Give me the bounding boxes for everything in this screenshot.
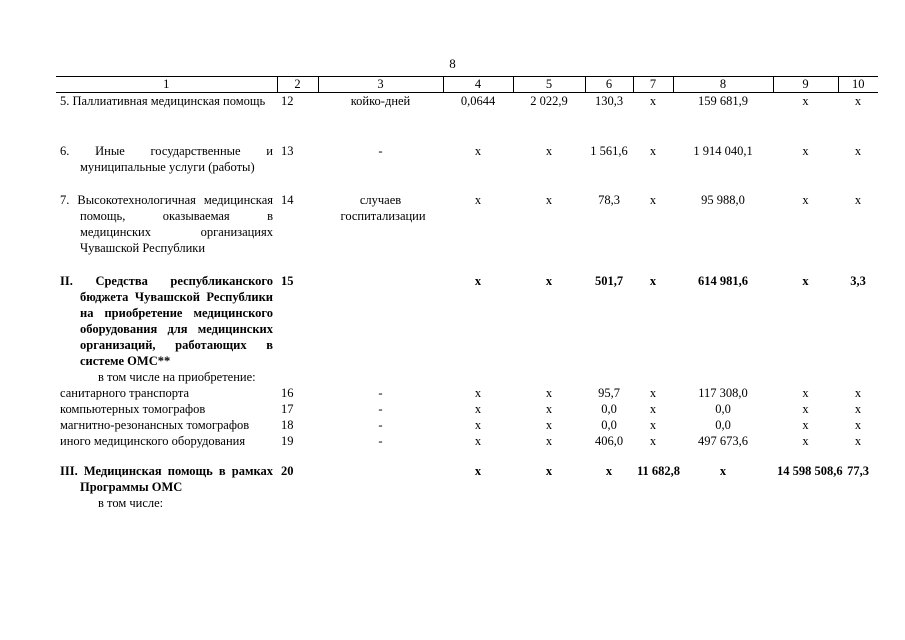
- cell: 0,0: [601, 402, 617, 416]
- cell: х: [605, 464, 613, 478]
- row-unit: -: [378, 402, 383, 416]
- table-row: [56, 143, 878, 192]
- column-header: 3: [318, 77, 443, 93]
- cell: х: [649, 418, 657, 432]
- table-row: [56, 93, 878, 144]
- row-code: 12: [281, 94, 294, 108]
- cell: х: [474, 464, 482, 478]
- cell: 2 022,9: [530, 94, 568, 108]
- column-header: 8: [673, 77, 773, 93]
- cell: 117 308,0: [698, 386, 748, 400]
- row-unit: -: [378, 434, 383, 448]
- cell: 0,0644: [460, 94, 496, 108]
- cell: 614 981,6: [698, 274, 748, 288]
- section-row: [56, 463, 878, 511]
- cell: х: [854, 402, 862, 416]
- row-description: санитарного транспорта: [60, 386, 190, 400]
- row-description: 7. Высокотехнологичная медицинская помощь, оказываемая в медицинских организациях Чувашской Республики: [60, 193, 273, 255]
- cell: х: [649, 434, 657, 448]
- cell: 130,3: [594, 94, 624, 108]
- cell: 159 681,9: [698, 94, 748, 108]
- cell: х: [545, 193, 553, 207]
- row-code: 15: [281, 274, 294, 288]
- row-description: 5. Паллиативная медицинская помощь: [60, 94, 266, 108]
- section-subtitle: в том числе на приобретение:: [98, 370, 256, 384]
- row-description: компьютерных томографов: [60, 402, 206, 416]
- cell: х: [854, 386, 862, 400]
- row-unit: [318, 273, 443, 385]
- cell: х: [545, 464, 553, 478]
- cell: х: [545, 144, 553, 158]
- cell: 0,0: [715, 418, 731, 432]
- financing-table: [56, 76, 878, 511]
- column-header: 5: [513, 77, 585, 93]
- cell: х: [854, 434, 862, 448]
- cell: х: [474, 402, 482, 416]
- cell: х: [719, 464, 727, 478]
- cell: х: [854, 94, 862, 108]
- cell: х: [854, 418, 862, 432]
- row-unit: [318, 192, 443, 273]
- row-description: иного медицинского оборудования: [60, 434, 246, 448]
- cell: 1 914 040,1: [693, 144, 753, 158]
- cell: х: [802, 434, 809, 448]
- cell: х: [545, 434, 553, 448]
- cell: х: [649, 193, 657, 207]
- cell: 3,3: [850, 274, 866, 288]
- section-title: II. Средства республиканского бюджета Чувашской Республики на приобретение медицинского оборудования для медицинских организаций, работающих в системе ОМС**: [60, 274, 273, 368]
- column-header: 10: [838, 77, 878, 93]
- row-code: 19: [281, 434, 294, 448]
- column-header: 1: [56, 77, 277, 93]
- column-header: 7: [633, 77, 673, 93]
- cell: х: [802, 94, 809, 108]
- row-description: магнитно-резонансных томографов: [60, 418, 250, 432]
- row-unit: койко-дней: [350, 94, 411, 108]
- cell: 0,0: [601, 418, 617, 432]
- section-subtitle: в том числе:: [98, 496, 164, 510]
- cell: 14 598 508,6: [777, 464, 843, 478]
- cell: х: [545, 418, 553, 432]
- row-code: 13: [281, 144, 294, 158]
- table-row: [56, 433, 878, 463]
- cell: 11 682,8: [637, 464, 681, 478]
- cell: 95 988,0: [701, 193, 745, 207]
- cell: х: [474, 386, 482, 400]
- row-code: 20: [281, 464, 294, 478]
- row-unit-text: случаев госпитализации: [340, 193, 426, 223]
- section-title: III. Медицинская помощь в рамках Программы ОМС: [60, 464, 273, 494]
- cell: х: [545, 402, 553, 416]
- row-unit: -: [378, 144, 383, 158]
- cell: х: [649, 402, 657, 416]
- cell: х: [649, 386, 657, 400]
- cell: х: [649, 94, 657, 108]
- cell: х: [854, 193, 862, 207]
- column-header: 6: [585, 77, 633, 93]
- cell: х: [802, 386, 809, 400]
- cell: х: [474, 418, 482, 432]
- table-header: [56, 77, 878, 93]
- table-row: [56, 385, 878, 401]
- column-header: 2: [277, 77, 318, 93]
- cell: х: [802, 402, 809, 416]
- column-header: 9: [773, 77, 838, 93]
- page-number: 8: [449, 56, 456, 71]
- cell: х: [854, 144, 862, 158]
- row-code: 14: [281, 193, 294, 207]
- cell: х: [649, 144, 657, 158]
- row-unit: [318, 463, 443, 511]
- row-description: 6. Иные государственные и муниципальные услуги (работы): [60, 144, 273, 174]
- cell: х: [802, 418, 809, 432]
- cell: 95,7: [598, 386, 620, 400]
- table-row: [56, 401, 878, 417]
- cell: х: [545, 386, 553, 400]
- cell: 0,0: [715, 402, 731, 416]
- cell: 501,7: [594, 274, 624, 288]
- cell: х: [474, 193, 482, 207]
- row-code: 16: [281, 386, 294, 400]
- row-code: 18: [281, 418, 294, 432]
- cell: 406,0: [594, 434, 624, 448]
- cell: 77,3: [847, 464, 869, 478]
- row-unit: -: [378, 386, 383, 400]
- cell: 497 673,6: [698, 434, 748, 448]
- table-row: [56, 417, 878, 433]
- row-unit: -: [378, 418, 383, 432]
- section-row: [56, 273, 878, 385]
- cell: х: [545, 274, 553, 288]
- cell: 78,3: [598, 193, 620, 207]
- cell: х: [802, 274, 809, 288]
- table-row: [56, 192, 878, 273]
- cell: х: [474, 274, 482, 288]
- cell: 1 561,6: [590, 144, 628, 158]
- cell: х: [802, 144, 809, 158]
- cell: х: [802, 193, 809, 207]
- cell: х: [649, 274, 657, 288]
- cell: х: [474, 434, 482, 448]
- cell: х: [474, 144, 482, 158]
- column-header: 4: [443, 77, 513, 93]
- row-code: 17: [281, 402, 294, 416]
